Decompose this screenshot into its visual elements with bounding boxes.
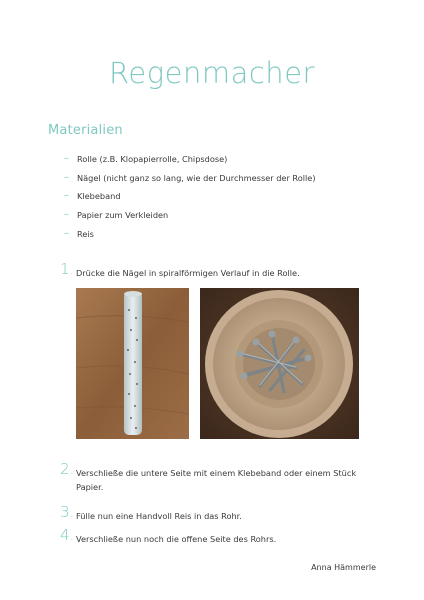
materials-list <box>64 150 316 244</box>
page-title: Regenmacher <box>109 56 315 90</box>
step-number: 1. <box>60 260 75 278</box>
step-number: 4. <box>60 526 75 544</box>
step-text: Verschließe nun noch die offene Seite des Rohrs. <box>76 534 277 544</box>
list-item: – Klebeband <box>64 187 316 206</box>
list-item: – Reis <box>64 225 316 244</box>
dash-bullet-icon: – <box>64 209 69 221</box>
list-item: – Nägel (nicht ganz so lang, wie der Durchmesser der Rolle) <box>64 169 316 188</box>
dash-bullet-icon: – <box>64 190 69 202</box>
dash-bullet-icon: – <box>64 171 69 183</box>
dash-bullet-icon: – <box>64 153 69 164</box>
step-number: 2. <box>60 460 75 478</box>
dash-bullet-icon: – <box>64 227 69 239</box>
step-text: Drücke die Nägel in spiralförmigen Verlauf in die Rolle. <box>76 268 300 278</box>
step-text: Fülle nun eine Handvoll Reis in das Rohr. <box>76 511 242 521</box>
roll-with-nails-image <box>76 288 189 439</box>
nails-inside-roll-image <box>200 288 359 439</box>
step-text-continuation: Papier. <box>76 482 104 492</box>
list-item: – Rolle (z.B. Klopapierrolle, Chipsdose) <box>64 150 316 169</box>
author-name: Anna Hämmerle <box>311 563 376 572</box>
materials-heading: Materialien <box>48 123 123 138</box>
photo-roll-with-nails <box>76 288 189 439</box>
step-text: Verschließe die untere Seite mit einem Klebeband oder einem Stück <box>76 468 357 478</box>
list-item: – Papier zum Verkleiden <box>64 206 316 225</box>
photo-nails-inside-roll <box>200 288 359 439</box>
step-number: 3. <box>60 503 75 521</box>
